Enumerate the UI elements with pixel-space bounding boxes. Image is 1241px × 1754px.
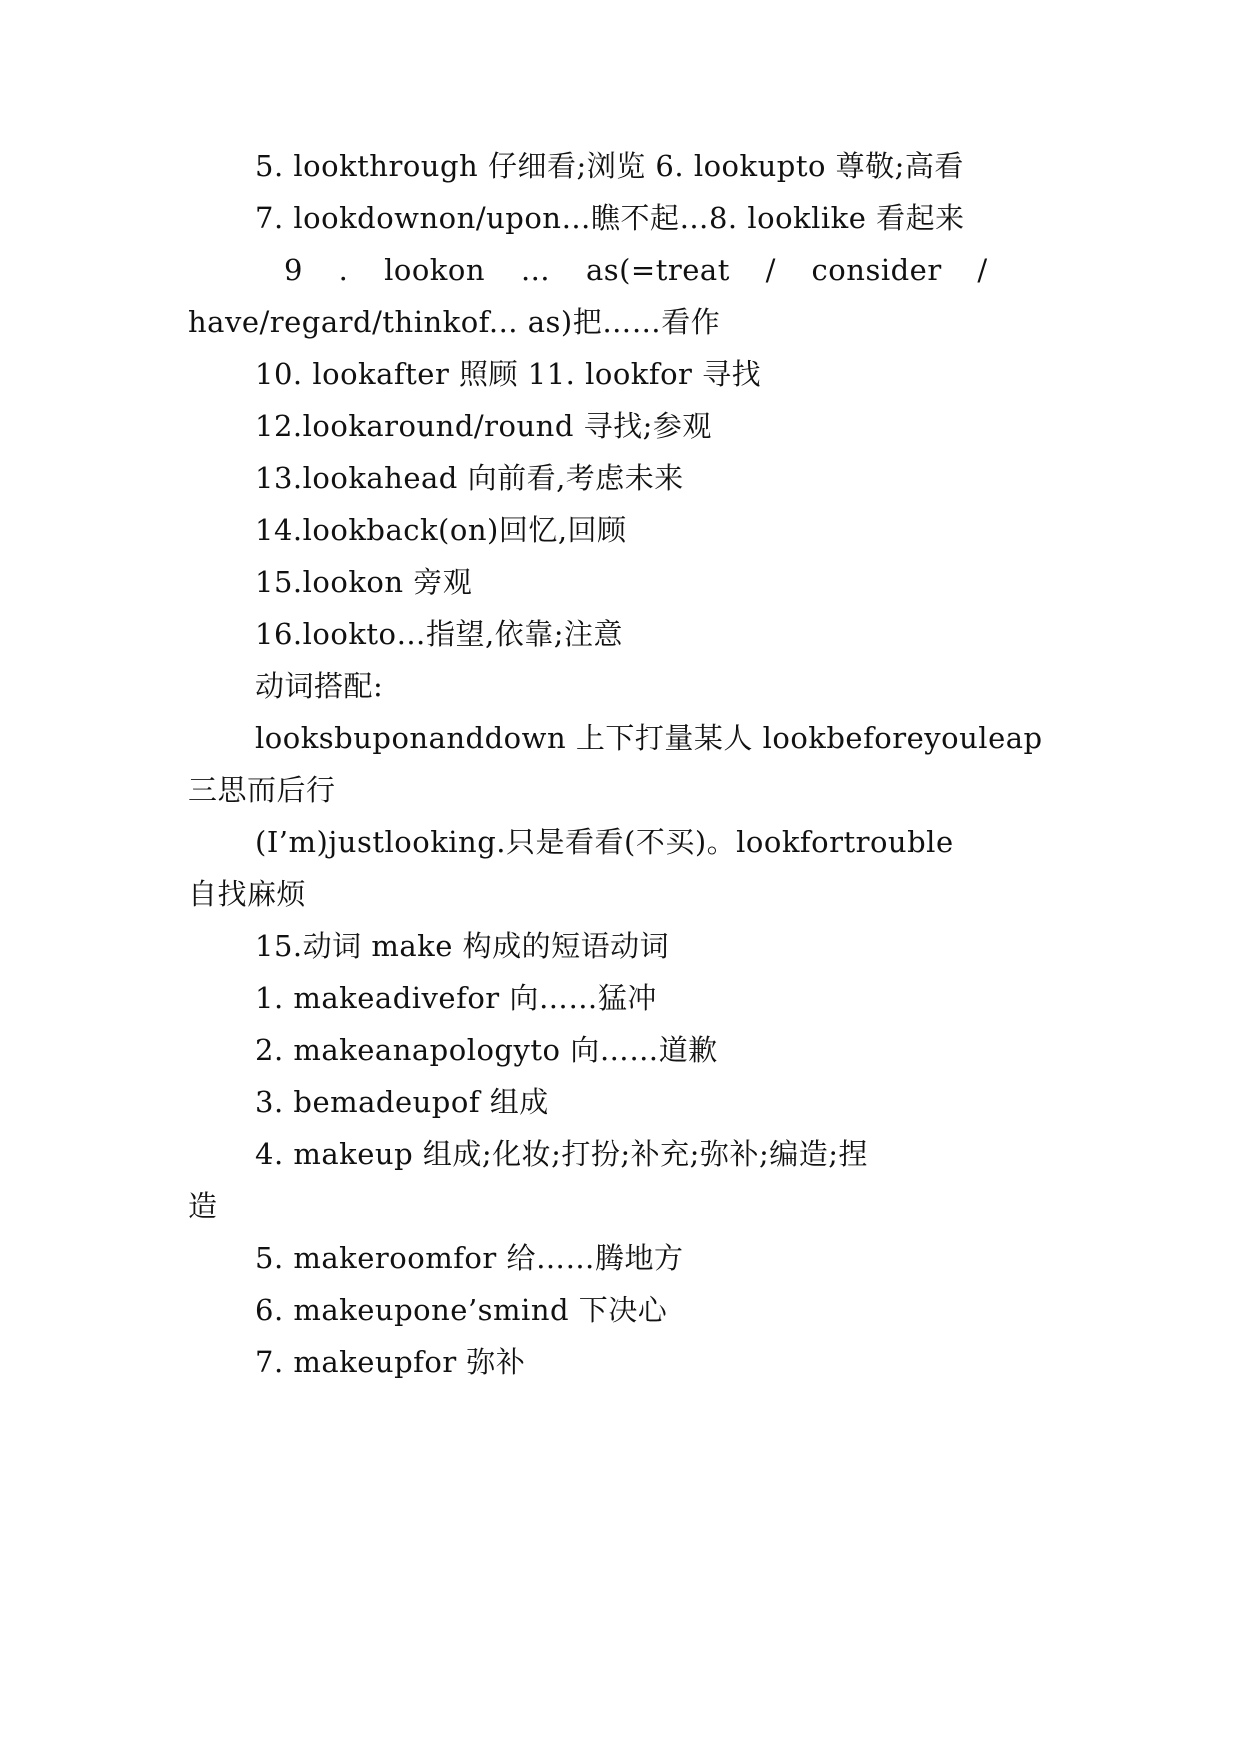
text-line: 动词搭配: — [255, 669, 384, 703]
text-line: 5. makeroomfor 给……腾地方 — [255, 1241, 684, 1275]
text-line: have/regard/thinkof... as)把……看作 — [188, 305, 721, 339]
text-line: 5. lookthrough 仔细看;浏览 6. lookupto 尊敬;高看 — [255, 149, 964, 183]
text-line: 1. makeadivefor 向……猛冲 — [255, 981, 657, 1015]
text-line: 15.动词 make 构成的短语动词 — [255, 929, 670, 963]
text-line: looksbuponanddown 上下打量某人 lookbeforeyouleap — [255, 721, 1043, 755]
text-line: 3. bemadeupof 组成 — [255, 1085, 549, 1119]
text-line: 15.lookon 旁观 — [255, 565, 473, 599]
text-line: 16.lookto…指望,依靠;注意 — [255, 617, 623, 651]
text-line: 2. makeanapologyto 向……道歉 — [255, 1033, 718, 1067]
text-line: 造 — [188, 1189, 218, 1223]
text-line: 12.lookaround/round 寻找;参观 — [255, 409, 712, 443]
text-line: 14.lookback(on)回忆,回顾 — [255, 513, 627, 547]
text-line: (I’m)justlooking.只是看看(不买)。lookfortrouble — [255, 825, 954, 859]
text-line: 4. makeup 组成;化妆;打扮;补充;弥补;编造;捏 — [255, 1137, 868, 1171]
text-line: 13.lookahead 向前看,考虑未来 — [255, 461, 684, 495]
text-line: 7. lookdownon/upon…瞧不起…8. looklike 看起来 — [255, 201, 965, 235]
text-line: 9 . lookon … as(=treat / consider / — [284, 253, 988, 287]
text-line: 6. makeupone’smind 下决心 — [255, 1293, 668, 1327]
text-line: 三思而后行 — [188, 773, 336, 807]
text-line: 10. lookafter 照顾 11. lookfor 寻找 — [255, 357, 762, 391]
text-line: 7. makeupfor 弥补 — [255, 1345, 526, 1379]
text-line: 自找麻烦 — [188, 877, 307, 911]
